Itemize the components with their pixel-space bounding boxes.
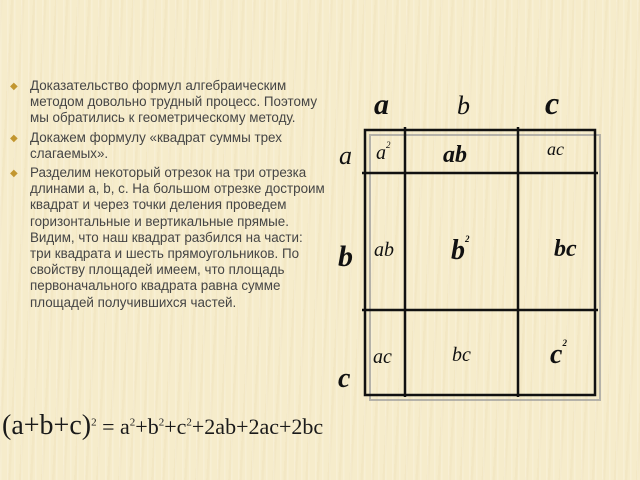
side-label-a: a <box>339 141 352 170</box>
formula-power-c: 2 <box>186 416 192 429</box>
bullet-marker-icon: ◆ <box>10 81 18 92</box>
bullet-text: Докажем формулу «квадрат суммы трех слагаемых». <box>30 129 282 161</box>
bullet-marker-icon: ◆ <box>10 168 18 180</box>
formula-plus: + <box>135 414 148 439</box>
bullet-list <box>8 78 326 314</box>
cell-ac-top: ac <box>547 139 564 159</box>
formula-term-b: b <box>147 414 159 439</box>
formula-lhs-power: 2 <box>91 416 97 429</box>
cell-b-squared: $b^2$ <box>451 234 470 266</box>
bullet-text: Доказательство формул алгебраическим методом довольно трудный процесс. Поэтому мы обратились к геометрическому методу. <box>30 78 318 126</box>
side-label-b: b <box>338 240 353 273</box>
top-label-c: c <box>545 85 560 121</box>
cell-ac-bottom: ac <box>373 346 392 368</box>
cell-bc-right: bc <box>554 236 577 262</box>
cell-c-squared: $c^2$ <box>550 338 567 370</box>
bullet-marker-icon: ◆ <box>10 132 18 144</box>
bullet-item <box>8 165 326 311</box>
formula-term-a: a <box>120 414 130 439</box>
cell-bc-bottom: bc <box>452 344 471 366</box>
bullet-item <box>8 78 326 127</box>
sum-square-formula <box>2 410 323 442</box>
side-label-c: c <box>338 363 351 394</box>
formula-equals: = <box>102 414 115 439</box>
cell-ab-top: ab <box>443 142 467 168</box>
bullet-text: Разделим некоторый отрезок на три отрезка длинами a, b, c. На большом отрезке достроим квадрат и через точки деления проведем горизонтальные и вертикальные прямые. Видим, что наш квадрат разбился на части: три квадрата и шесть прямоугольников. По свойству площадей имеем, что площадь первоначального квадрата равна сумме площадей получившихся частей. <box>30 165 325 310</box>
formula-term-c: c <box>176 414 187 439</box>
formula-plus: + <box>164 414 177 439</box>
top-label-b: b <box>457 91 470 120</box>
top-label-a: a <box>374 88 389 121</box>
cell-ab-left: ab <box>374 239 394 261</box>
formula-power-a: 2 <box>129 416 136 429</box>
formula-power-b: 2 <box>158 416 165 429</box>
square-diagram <box>330 85 640 415</box>
cell-a-squared: $a^2$ <box>376 140 391 164</box>
formula-rest: +2ab+2ac+2bc <box>191 414 324 439</box>
formula-lhs: (a+b+c) <box>2 410 92 441</box>
bullet-item <box>8 130 326 162</box>
